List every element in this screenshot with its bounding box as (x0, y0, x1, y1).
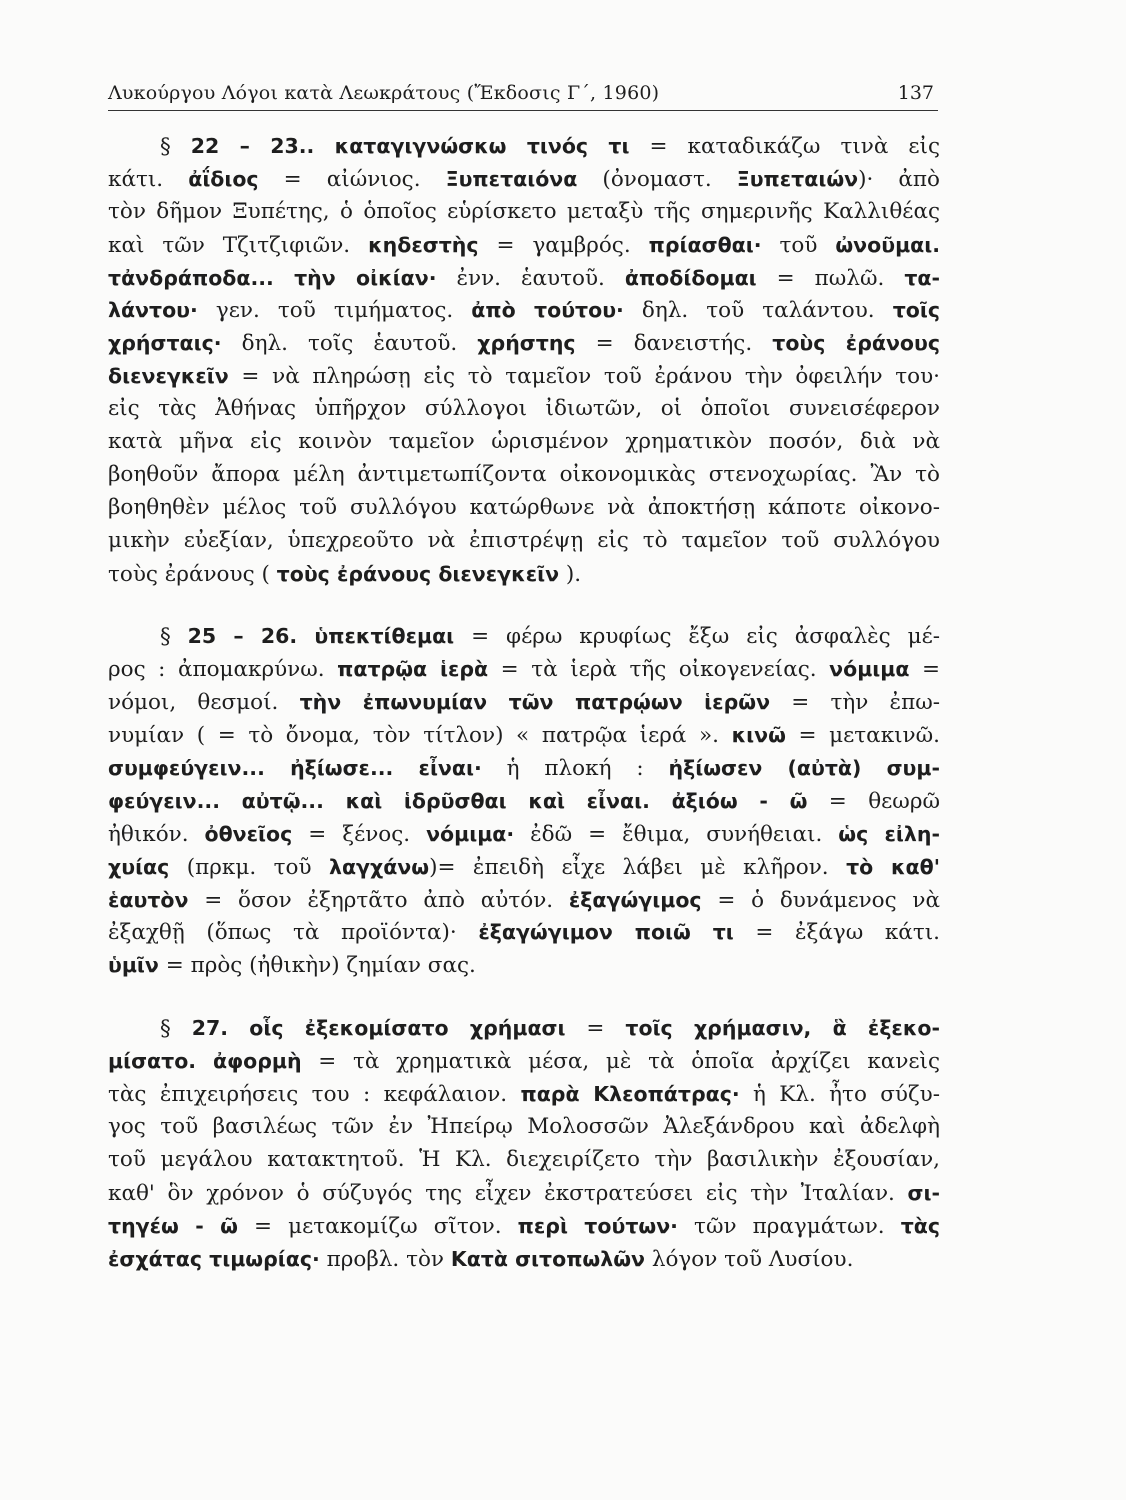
text-line (108, 525, 940, 558)
bold-term: τα- (904, 265, 940, 290)
bold-term: ἐξαγώγιμος (568, 887, 702, 912)
text-line (108, 620, 940, 653)
bold-term: νόμιμα· (426, 821, 515, 846)
bold-term: διενεγκεῖν (108, 364, 229, 389)
text-segment: νόμοι, θεσμοί. (108, 690, 300, 716)
bold-term: ἐσχάτας τιμωρίας· (108, 1246, 320, 1271)
text-line (108, 752, 940, 785)
text-segment: δηλ. τοῦ ταλάντου. (623, 298, 893, 324)
paragraph (108, 1012, 940, 1275)
bold-term: τοῖς (892, 298, 940, 323)
bold-term: Ξυπεταιών (736, 166, 859, 191)
bold-term: λαγχάνω (328, 854, 430, 879)
text-segment: τὸν δῆμον Ξυπέτης, ὁ ὁποῖος εὑρίσκετο μεταξὺ τῆς σημερινῆς Καλλιθέας (108, 198, 940, 224)
bold-term: τοὺς ἐράνους διενεγκεῖν (276, 561, 560, 586)
text-line (108, 884, 940, 917)
bold-term: φεύγειν... αὐτῷ... καὶ ἱδρῦσθαι καὶ εἶναι. ἀξιόω - ῶ (108, 788, 808, 813)
text-segment: ἐδῶ = ἔθιμα, συνήθειαι. (514, 821, 839, 847)
text-line (108, 492, 940, 525)
text-segment: τοὺς ἐράνους ( (108, 561, 277, 587)
text-segment: = καταδικάζω τινὰ εἰς (629, 134, 940, 159)
header-title: Λυκούργου Λόγοι κατὰ Λεωκράτους (Ἔκδοσις Γ΄, 1960) (108, 82, 660, 104)
text-line (108, 196, 940, 229)
text-segment: τὰς ἐπιχειρήσεις του : κεφάλαιον. (108, 1082, 521, 1108)
bold-term: ἑαυτὸν (108, 887, 189, 912)
text-line (108, 949, 940, 982)
bold-term: τἀνδράποδα... τὴν οἰκίαν· (108, 265, 437, 290)
text-segment: = ξένος. (292, 821, 427, 847)
text-segment: δηλ. τοῖς ἑαυτοῦ. (221, 331, 478, 357)
text-segment: νυμίαν ( = τὸ ὄνομα, τὸν τίτλον) « πατρῷα ἱερά ». (108, 723, 732, 749)
text-segment: εἰς τὰς Ἀθήνας ὑπῆρχον σύλλογοι ἰδιωτῶν, οἱ ὁποῖοι συνεισέφερον (108, 396, 940, 422)
bold-term: ἀποδίδομαι (624, 265, 757, 290)
text-line (108, 262, 940, 295)
bold-term: χυίας (108, 854, 170, 879)
bold-term: τὴν ἐπωνυμίαν τῶν πατρῴων ἱερῶν (299, 690, 771, 715)
text-segment: τῶν πραγμάτων. (677, 1213, 901, 1239)
text-segment: κατὰ μῆνα εἰς κοινὸν ταμεῖον ὡρισμένον χρηματικὸν ποσόν, διὰ νὰ (108, 429, 940, 455)
bold-term: Κατὰ σιτοπωλῶν (450, 1246, 645, 1271)
bold-term: 22 – 23.. καταγιγνώσκω τινός τι (190, 134, 630, 158)
text-segment: ἠθικόν. (108, 821, 205, 847)
bold-term: ἠξίωσεν (αὐτὰ) συμ- (668, 756, 940, 781)
bold-term: σι- (907, 1180, 940, 1205)
bold-term: χρήστης (477, 331, 576, 356)
bold-term: τοῖς χρήμασιν, ἃ ἐξεκο- (625, 1016, 940, 1041)
bold-term: συμφεύγειν... ἠξίωσε... εἶναι· (108, 756, 482, 781)
text-segment: ἐνν. ἑαυτοῦ. (436, 265, 625, 291)
text-line (108, 785, 940, 818)
text-segment: = τὴν ἐπω- (770, 690, 940, 716)
text-line (108, 851, 940, 884)
commentary-body (108, 130, 940, 1305)
text-segment: )· ἀπὸ (858, 166, 940, 192)
text-line (108, 686, 940, 719)
text-segment: γεν. τοῦ τιμήματος. (197, 298, 472, 324)
text-line (108, 1111, 940, 1144)
bold-term: τοὺς ἐράνους (772, 331, 940, 356)
text-line (108, 558, 940, 591)
text-segment: βοηθηθὲν μέλος τοῦ συλλόγου κατώρθωνε νὰ ἀποκτήσῃ κάποτε οἰκονο- (108, 494, 940, 520)
text-segment: ἐξαχθῇ (ὅπως τὰ προϊόντα)· (108, 920, 479, 946)
bold-term: ἀΐδιος (188, 166, 259, 191)
text-segment: = μετακινῶ. (785, 723, 940, 749)
text-line (108, 1078, 940, 1111)
text-segment: καὶ τῶν Τζιτζιφιῶν. (108, 232, 369, 258)
text-segment: = νὰ πληρώσῃ εἰς τὸ ταμεῖον τοῦ ἐράνου τὴν ὀφειλήν του· (228, 364, 940, 390)
bold-term: κινῶ (731, 723, 786, 748)
paragraph (108, 130, 940, 590)
text-line (108, 1210, 940, 1243)
text-segment: μικὴν εὐεξίαν, ὑπεχρεοῦτο νὰ ἐπιστρέψῃ εἰς τὸ ταμεῖον τοῦ συλλόγου (108, 527, 940, 553)
text-line (108, 360, 940, 393)
text-segment: καθ' ὃν χρόνον ὁ σύζυγός της εἶχεν ἐκστρατεύσει εἰς τὴν Ἰταλίαν. (108, 1180, 908, 1206)
text-segment: = αἰώνιος. (258, 166, 446, 192)
text-segment: § (160, 1016, 192, 1042)
bold-term: 25 – 26. ὑπεκτίθεμαι (187, 624, 455, 649)
text-segment: γος τοῦ βασιλέως τῶν ἐν Ἠπείρῳ Μολοσσῶν Ἀλεξάνδρου καὶ ἀδελφὴ (108, 1113, 940, 1139)
text-segment: = φέρω κρυφίως ἔξω εἰς ἀσφαλὲς μέ- (454, 624, 940, 650)
text-segment: = γαμβρός. (478, 232, 649, 258)
text-segment: ρος : ἀπομακρύνω. (108, 657, 338, 683)
text-line (108, 1177, 940, 1210)
text-segment: = μετακομίζω σῖτον. (237, 1213, 518, 1239)
bold-term: ἀπὸ τούτου· (471, 298, 624, 323)
text-segment: = ὁ δυνάμενος νὰ (701, 887, 940, 913)
text-segment: § (160, 134, 191, 159)
bold-term: ὑμῖν (108, 953, 159, 978)
text-segment: προβλ. τὸν (319, 1246, 451, 1272)
text-line (108, 294, 940, 327)
bold-term: λάντου· (108, 298, 198, 323)
bold-term: πρίασθαι· (648, 232, 762, 257)
text-line (108, 327, 940, 360)
running-header (108, 76, 938, 111)
text-segment: = τὰ χρηματικὰ μέσα, μὲ τὰ ὁποῖα ἀρχίζει κανεὶς (301, 1049, 940, 1075)
bold-term: τὸ καθ' (846, 854, 940, 879)
text-segment: = (909, 657, 940, 683)
text-segment: ). (559, 561, 582, 587)
bold-term: περὶ τούτων· (517, 1213, 678, 1238)
text-line (108, 818, 940, 851)
bold-term: 27. οἷς ἐξεκομίσατο χρήμασι (191, 1016, 566, 1041)
bold-term: ὀθνεῖος (204, 821, 293, 846)
text-segment: )= ἐπειδὴ εἶχε λάβει μὲ κλῆρον. (429, 854, 847, 880)
bold-term: ὠνοῦμαι. (835, 232, 940, 257)
text-segment: ἡ Κλ. ἦτο σύζυ- (739, 1082, 940, 1108)
text-segment: = θεωρῶ (807, 788, 940, 814)
text-line (108, 393, 940, 426)
text-segment: (ὀνομαστ. (577, 166, 737, 192)
text-segment: λόγον τοῦ Λυσίου. (645, 1246, 854, 1272)
bold-term: κηδεστὴς (368, 232, 479, 257)
text-line (108, 426, 940, 459)
text-segment: τοῦ μεγάλου κατακτητοῦ. Ἡ Κλ. διεχειρίζετο τὴν βασιλικὴν ἐξουσίαν, (108, 1146, 940, 1172)
bold-term: Ξυπεταιόνα (445, 166, 578, 191)
text-segment: = δανειστής. (575, 331, 773, 357)
text-segment: κάτι. (108, 166, 189, 192)
text-line (108, 1012, 940, 1045)
bold-term: νόμιμα (829, 657, 910, 682)
text-line (108, 653, 940, 686)
text-line (108, 1045, 940, 1078)
text-line (108, 916, 940, 949)
text-segment: = πρὸς (ἠθικὴν) ζημίαν σας. (158, 953, 476, 979)
text-line (108, 1243, 940, 1276)
bold-term: τηγέω - ῶ (108, 1213, 238, 1238)
text-segment: = ἐξάγω κάτι. (733, 920, 940, 946)
text-segment: τοῦ (761, 232, 836, 258)
bold-term: πατρῷα ἱερὰ (337, 657, 489, 682)
text-segment: = ὅσον ἐξηρτᾶτο ἀπὸ αὐτόν. (188, 887, 569, 913)
bold-term: μίσατο. ἀφορμὴ (108, 1049, 302, 1074)
bold-term: παρὰ Κλεοπάτρας· (520, 1082, 740, 1107)
text-line (108, 229, 940, 262)
text-segment: = (565, 1016, 626, 1042)
text-line (108, 1144, 940, 1177)
text-segment: βοηθοῦν ἄπορα μέλη ἀντιμετωπίζοντα οἰκονομικὰς στενοχωρίας. Ἂν τὸ (108, 461, 940, 487)
text-line (108, 163, 940, 196)
text-segment: (πρκμ. τοῦ (169, 854, 329, 880)
text-segment: = τὰ ἱερὰ τῆς οἰκογενείας. (488, 657, 830, 683)
text-segment: § (160, 624, 188, 650)
bold-term: τὰς (900, 1213, 940, 1238)
paragraph (108, 620, 940, 982)
bold-term: ὡς εἰλη- (838, 821, 940, 846)
text-segment: ἡ πλοκή : (481, 756, 669, 782)
bold-term: ἐξαγώγιμον ποιῶ τι (478, 920, 734, 945)
page-number: 137 (897, 82, 934, 104)
text-line (108, 459, 940, 492)
bold-term: χρήσταις· (108, 331, 222, 356)
text-segment: = πωλῶ. (756, 265, 905, 291)
text-line (108, 130, 940, 163)
text-line (108, 719, 940, 752)
